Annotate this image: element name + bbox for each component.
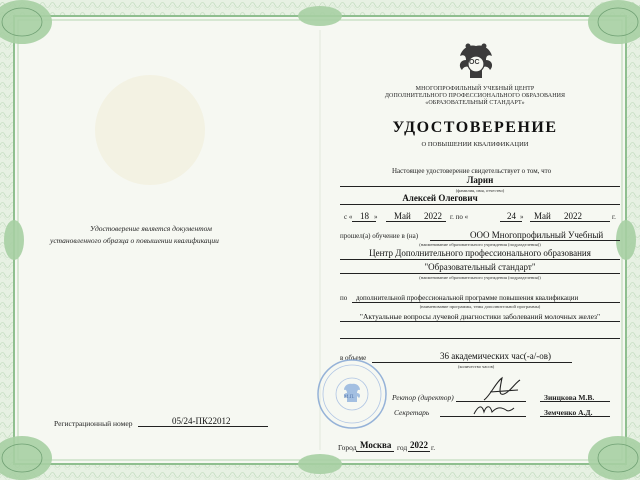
hours-caption: (количество часов) xyxy=(458,364,495,369)
secretary-name: Земченко А.Д. xyxy=(544,408,593,417)
training-caption-1: (наименование образовательного учреждения (подразделения)) xyxy=(419,242,541,247)
program-text: дополнительной профессиональной программе повышения квалификации xyxy=(356,294,579,302)
training-org-line-1: ООО Многопрофильный Учебный xyxy=(470,230,604,240)
first-middle-name: Алексей Олегович xyxy=(402,193,478,203)
secretary-label: Секретарь xyxy=(394,408,430,417)
registration-label: Регистрационный номер xyxy=(54,419,133,428)
org-line-2: ДОПОЛНИТЕЛЬНОГО ПРОФЕССИОНАЛЬНОГО ОБРАЗОВАНИЯ xyxy=(384,93,566,99)
org-line-1: МНОГОПРОФИЛЬНЫЙ УЧЕБНЫЙ ЦЕНТР xyxy=(415,86,535,92)
program-caption: (наименование программы, темы дополнительной программы) xyxy=(419,304,541,309)
date-to-month: Май xyxy=(534,211,551,221)
training-label: прошел(а) обучение в (на) xyxy=(340,232,419,240)
date-to-day-line xyxy=(500,221,522,222)
registration-number: 05/24-ПК22012 xyxy=(172,416,231,426)
training-org-line-3: "Образовательный стандарт" xyxy=(424,262,536,272)
training-line-1 xyxy=(430,240,620,241)
year-suffix: г. xyxy=(431,443,436,452)
registration-line xyxy=(138,426,268,427)
secretary-signature xyxy=(470,400,516,420)
date-from-year: 2022 xyxy=(424,211,442,221)
name-caption: (фамилия, имя, отчество) xyxy=(455,188,505,193)
left-note-line-2: установленного образца о повышении квалификации xyxy=(50,236,219,245)
official-stamp xyxy=(316,358,388,430)
date-to-day: 24 xyxy=(507,211,516,221)
program-line-2 xyxy=(340,321,620,322)
secretary-name-line xyxy=(540,416,610,417)
hours-line xyxy=(372,362,572,363)
date-to-month-line xyxy=(530,221,610,222)
year-line xyxy=(408,451,430,452)
date-from-month-line xyxy=(386,221,446,222)
training-caption-2: (наименование образовательного учреждения (подразделения)) xyxy=(419,275,541,280)
left-note-line-1: Удостоверение является документом xyxy=(90,224,212,233)
program-label: по xyxy=(340,294,348,302)
document-subtitle: О ПОВЫШЕНИИ КВАЛИФИКАЦИИ xyxy=(421,141,529,148)
rector-name: Зинцкова М.В. xyxy=(544,393,595,402)
year-label: год xyxy=(397,443,408,452)
emblem-monogram: ОС xyxy=(469,59,480,66)
city-line xyxy=(356,451,394,452)
program-line-1 xyxy=(352,302,620,303)
program-topic: "Актуальные вопросы лучевой диагностики заболеваний молочных желез" xyxy=(359,312,601,321)
intro-text: Настоящее удостоверение свидетельствует о том, что xyxy=(392,167,552,175)
org-line-3: «ОБРАЗОВАТЕЛЬНЫЙ СТАНДАРТ» xyxy=(425,100,525,106)
date-from-close: » xyxy=(374,213,378,221)
rector-name-line xyxy=(540,401,610,402)
last-name: Ларин xyxy=(466,175,494,185)
date-from-day: 18 xyxy=(360,211,369,221)
date-to-suffix: г. xyxy=(612,213,616,221)
date-to-close: » xyxy=(520,213,524,221)
document-title: УДОСТОВЕРЕНИЕ xyxy=(392,119,558,136)
training-org-line-2: Центр Дополнительного профессионального образования xyxy=(369,248,591,258)
date-to-prefix: г. по « xyxy=(450,213,469,221)
date-from-month: Май xyxy=(394,211,411,221)
org-header xyxy=(380,86,570,107)
city-label: Город xyxy=(338,443,357,452)
double-headed-eagle-icon xyxy=(452,40,500,84)
name-line-2 xyxy=(340,204,620,205)
city-value: Москва xyxy=(360,440,392,450)
training-line-3 xyxy=(340,273,620,274)
program-line-3 xyxy=(340,338,620,339)
rector-label: Ректор (директор) xyxy=(392,393,454,402)
training-line-2 xyxy=(340,259,620,260)
stamp-mp: М.П. xyxy=(344,395,355,400)
year-value: 2022 xyxy=(410,440,428,450)
name-line-1 xyxy=(340,186,620,187)
hours-value: 36 академических час(-а/-ов) xyxy=(440,351,551,361)
date-from-day-line xyxy=(352,221,376,222)
date-from-prefix: с « xyxy=(344,213,353,221)
date-to-year: 2022 xyxy=(564,211,582,221)
hours-label: в объеме xyxy=(340,354,367,362)
